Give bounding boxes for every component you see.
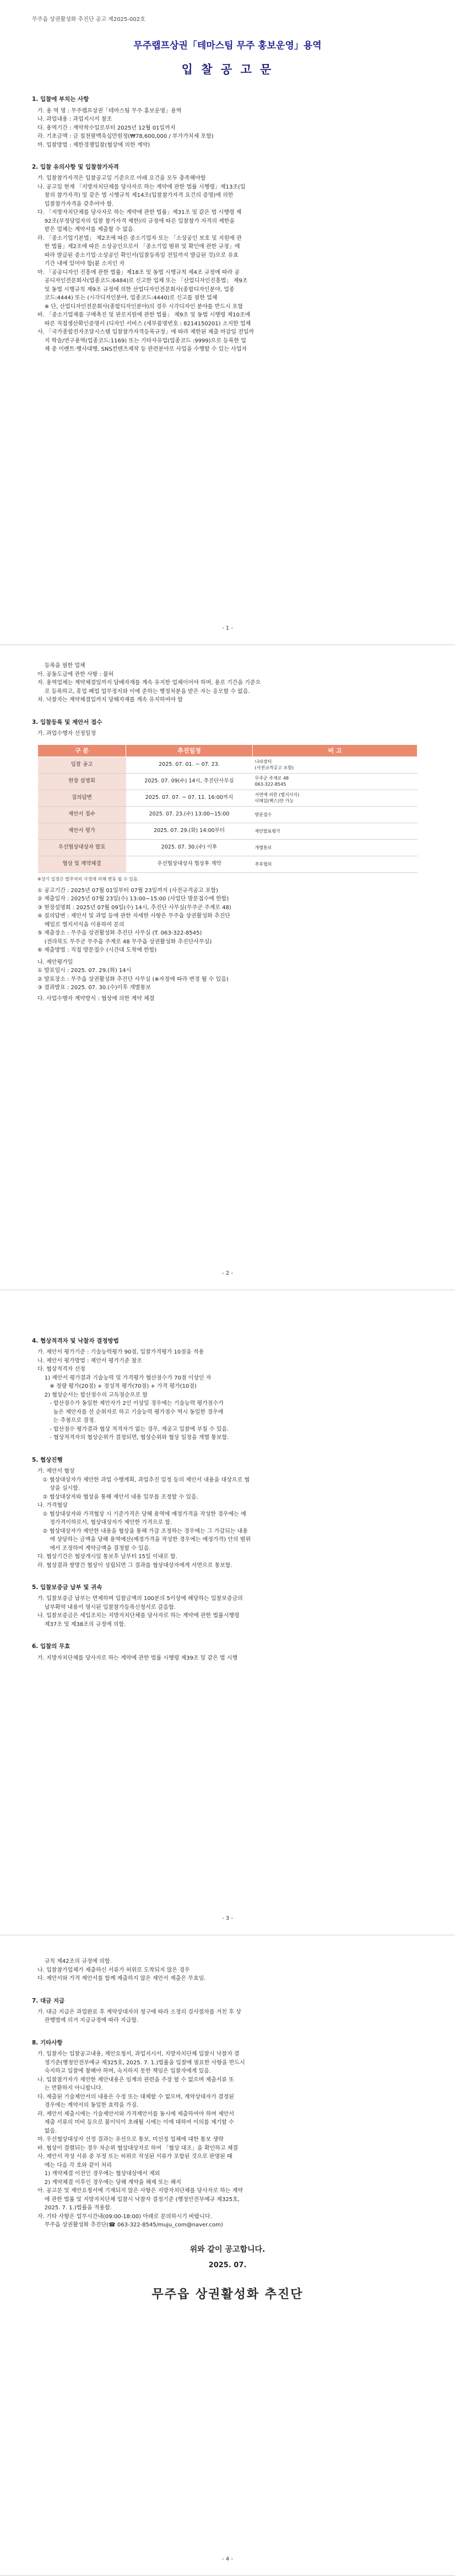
section-heading: 2. 입찰 유의사항 및 입찰참가자격 — [32, 164, 119, 171]
closing-statement: 위와 같이 공고합니다. — [189, 2245, 266, 2254]
list-item: 가. 입찰보증금 납부는 면제하며 입찰금액의 100분의 5이상에 해당하는 입찰보증금의 — [37, 1596, 243, 1602]
list-item: 가. 입찰참가자격은 입찰공고일 기준으로 아래 요건을 모두 충족해야함 — [37, 175, 206, 182]
list-item: 사. 「국가종합전자조달시스템 입찰참가자격등록규정」에 따라 제한된 제출 마감일 전일까 — [37, 329, 254, 336]
list-item: 규칙 제42조의 규정에 의함. — [37, 1958, 112, 1965]
list-item: 바. 협상이 결렬되는 경우 차순위 협상대상자로 하여 「협상 대조」을 확인하고 체결 — [37, 2145, 239, 2151]
project-title: 무주랩프상권「테마스팀 무주 홍보운영」용역 — [133, 40, 322, 51]
table-cell: 제안발표평가 — [253, 823, 418, 840]
table-cell: 제안서 평가 — [38, 823, 126, 840]
page-number: - 3 - — [222, 1915, 233, 1922]
list-item: 나. 과업내용 : 과업지시서 참조 — [37, 116, 112, 123]
table-cell: 입찰 공고 — [38, 757, 126, 774]
list-item: ① 협상대상자가 제안한 과업 수행계획, 과업추진 일정 등의 제안서 내용을 대상으로 협 — [37, 1477, 250, 1483]
list-item: 정기준(행정안전부예규 제325호, 2025. 7. 1.)법률을 입찰에 필요한 사항을 반드시 — [37, 2059, 245, 2066]
table-note: ※상기 일정은 발주처의 사정에 의해 변동 될 수 있음. — [37, 877, 139, 882]
list-item: 2) 협상순서는 합산점수의 고득점순으로 함 — [37, 1392, 148, 1398]
list-item: 마. 「공공디자인 진흥에 관한 법률」제18조 및 동법 시행규칙 제4조 규정에 따라 공 — [37, 269, 240, 276]
list-item: 아. 공동도급에 관한 사항 : 불허 — [37, 671, 114, 678]
list-item: 다. 협상적격자 선정 — [37, 1366, 85, 1373]
table-row — [38, 856, 418, 873]
list-item: 따라 발급된 중소기업·소상공인 확인서(입찰등록일 전일까지 발급된 것)으로 유효 — [37, 252, 239, 259]
list-item: ※ 단, 산업디자인전문회사(종합디자인분야)의 경우 시각디자인 분야를 반드시 포함 — [37, 303, 243, 310]
list-item: 입찰참가자격을 갖추어야 함. — [37, 201, 114, 207]
list-item: 가. 제안서 평가기준 : 기술능력평가 90점, 입찰가격평가 10점을 적용 — [37, 1349, 204, 1356]
list-item: ※ 정량 평가(20점) + 정성적 평가(70점) + 가격 평가(10점) — [37, 1383, 197, 1390]
list-item: 1) 제안서 평가결과 기술능력 및 가격평가 협산점수가 70점 이상인 자 — [37, 1375, 212, 1381]
list-item: 자. 기타 사항은 업무시간내(09:00-18:00) 아래로 문의하시기 바랍니다. — [37, 2213, 212, 2220]
list-item: 다. 제안서와 가격 제안서를 함께 제출하지 않은 제안서 제출은 무효임. — [37, 1976, 206, 1982]
list-item: ③ 현장설명회 : 2025년 07월 09일(수) 14시, 추진단 사무실(무주군 주계로 48) — [37, 904, 231, 911]
deposit-list — [32, 1595, 423, 1629]
document-page-1 — [0, 0, 455, 645]
negotiation-list — [32, 1467, 423, 1570]
notice-number: 무주읍 상권활성화 추진단 공고 제2025-002호 — [32, 17, 145, 23]
table-cell: 2025. 07. 01. ~ 07. 23. — [126, 757, 253, 774]
list-item: - 합산점수가 동일한 제안자가 2인 이상일 경우에는 기술능력 평가점수가 — [37, 1400, 224, 1407]
table-cell: 협상 및 계약체결 — [38, 856, 126, 873]
list-item: 한 법률」제2조에 따른 소상공인으로서 「중소기업 범위 및 확인에 관한 규정」에 — [37, 244, 240, 250]
table-cell: 현장 설명회 — [38, 774, 126, 790]
schedule-table — [37, 744, 418, 873]
list-item: 에 상당하는 금액을 당해 용역예산(예정가격을 작성한 경우에는 예정가격) 안의 범위 — [37, 1537, 251, 1543]
list-item: 가. 입찰자는 입찰공고내용, 제안요청서, 과업지시서, 지방자치단체 입찰시 낙찰자 결 — [37, 2051, 240, 2058]
list-item: 코드:4444) 또는 (시각디자인분야, 업종코드:4440)로 신고를 필한 업체 — [37, 295, 218, 302]
table-cell: 2025. 07. 30.(수) 이후 — [126, 840, 253, 856]
list-item: 받은 업체는 계약서를 제출할 수 없음. — [37, 227, 135, 233]
table-cell: 제안서 접수 — [38, 807, 126, 823]
section-heading: 6. 입찰의 무효 — [32, 1643, 71, 1650]
table-cell: 서면에 의한 (별지서식) 이메일(팩스)만 가능 — [253, 790, 418, 807]
list-item: ② 협상대상자가 제안한 내용을 협상을 통해 가감 조정하는 경우에는 그 가감되는 내용 — [37, 1528, 248, 1534]
table-row — [38, 840, 418, 856]
document-page-3 — [0, 1290, 455, 1935]
payment-list — [32, 2008, 423, 2025]
list-item: 상을 실시함. — [37, 1485, 80, 1492]
list-item: 다. 사업수행자 계약방식 : 협상에 의한 계약 체결 — [37, 995, 155, 1002]
list-item: 공디자인전문회사(업종코드:6484)로 신고한 업체 또는 「산업디자인진흥법」 제9조 — [37, 278, 248, 285]
list-item: ② 제출일자 : 2025년 07월 23일(수) 13:00~15:00 (사업단 방문접수에 한함) — [37, 896, 229, 903]
table-row — [38, 790, 418, 807]
list-item: 다. 협상기간은 협상개시일 통보후 날부터 15일 이내로 함. — [37, 1554, 177, 1560]
evaluation-list — [32, 967, 423, 992]
list-item: 가. 용 역 명 : 무주랩프상권「테마스팀 무주 홍보운영」용역 — [37, 108, 182, 114]
list-item: 나. 공고일 현재 「지방자치단체를 당사자로 하는 계약에 관한 법률 시행령」제13조(입 — [37, 184, 246, 190]
list-item: 등록을 필한 업체 — [37, 663, 85, 669]
issuing-organization: 무주읍 상권활성화 추진단 — [151, 2288, 304, 2302]
list-item: 다. 「지방자치단체를 당사자로 하는 계약에 관한 법률」제31조 및 같은 법 시행령 제 — [37, 210, 242, 216]
list-item — [37, 132, 423, 141]
list-item: 에서 조정하여 계약금액을 결정할 수 있음. — [37, 1545, 151, 1552]
list-item: - 합산점수 평가결과 협상 적격자가 없는 경우, 재공고 입찰에 부칠 수 있음. — [37, 1426, 229, 1432]
list-item: 나. 가격협상 — [37, 1502, 68, 1509]
list-item: 마. 입찰방법 : 제한경쟁입찰(협상에 의한 계약) — [37, 142, 150, 148]
invalid-list — [32, 1654, 423, 1663]
list-item: 나. 입찰참가자가 제안한 제안내용은 임계의 관련을 주장 할 수 없으며 제출서류 또 — [37, 2076, 234, 2083]
table-cell: 우선협상대상자 발표 — [38, 840, 126, 856]
table-cell: 방문접수 — [253, 807, 418, 823]
list-item: ⑤ 제출장소 : 무주읍 상권활성화 추진단 사무실 (T. 063-322-8545) — [37, 930, 202, 937]
list-item: ① 공고기간 : 2025년 07월 01일부터 07월 23일까지 (사전규격공고 포함) — [37, 887, 218, 894]
table-cell: 질의답변 — [38, 790, 126, 807]
section-heading: 5. 입찰보증금 납부 및 귀속 — [32, 1584, 102, 1591]
section-heading: 1. 입찰에 부치는 사항 — [32, 96, 89, 103]
list-item: 92조(부정당업자의 입찰 참가자격 제한)의 규정에 따른 입찰참가 자격의 제한을 — [37, 218, 235, 224]
list-item: 라. 제안서 제출시에는 기술제안서와 가격제안서를 동시에 제출하여야 하며 제안서 — [37, 2111, 235, 2117]
continued-list — [32, 662, 423, 705]
list-item: 제출 서류의 미비 등으로 불이익이 초래될 시에는 이에 대하여 이의를 제기할 수 — [37, 2119, 234, 2126]
list-item: 없음. — [37, 2128, 57, 2134]
page-number: - 2 - — [222, 1270, 233, 1276]
table-row — [38, 807, 418, 823]
list-item: ④ 질의답변 : 제안서 및 과업 등에 관한 자세한 사항은 무주읍 상권활성화 추진단 — [37, 913, 230, 920]
list-item: 사. 제안서 작성 서류 중 부정 또는 허위로 작성된 서류가 포함된 것으로 판명된 때 — [37, 2154, 232, 2160]
document-page-4 — [0, 1935, 455, 2576]
submission-list — [32, 887, 423, 955]
list-item: ③ 결과발표 : 2025. 07. 30.(수)이후 개별통보 — [37, 985, 151, 991]
list-item: 에 관한 법률 및 지방자치단체 입찰시 낙찰자 결정기준 (행정안전부예규 제325호, — [37, 2196, 240, 2203]
list-item: (전라북도 무주군 무주읍 주계로 48 무주읍 상권활성화 추진단사무실) — [37, 938, 212, 945]
list-item: 2025. 7. 1.)법률을 적용함. — [37, 2205, 112, 2212]
list-item: ① 발표일시 : 2025. 07. 29.(화) 14시 — [37, 968, 132, 974]
list-item: 관행법에 의거 지급규정에 따라 지급함. — [37, 2017, 139, 2024]
list-item: ② 발표장소 : 무주읍 상권활성화 추진단 사무실 (※자정에 따라 변경 될 수 있음) — [37, 976, 229, 983]
list-item: 라. 협상결과 쌍방간 협상이 성립되면 그 결과를 협상대상자에게 서면으로 통보함. — [37, 1562, 232, 1569]
list-item: 2) 계약체결 이후인 경우에는 당해 계약을 해제 또는 해지 — [37, 2179, 181, 2186]
table-cell: 추후협의 — [253, 856, 418, 873]
table-header: 구 분 — [38, 745, 126, 757]
list-item: 찰의 참가자격) 및 같은 법 시행규칙 제14조(입찰참가자격 요건의 증명)에 의한 — [37, 192, 234, 199]
table-cell: 우선협상대상자 협상후 계약 — [126, 856, 253, 873]
list-item: 마. 우선협상대상자 선정 결과는 유선으로 통보, 미선정 업체에 대한 통보 생략 — [37, 2137, 224, 2143]
list-item: 바. 「중소기업제품 구매촉진 및 판로지원에 관한 법률」 제9조 및 동법 시행령 제10조에 — [37, 312, 251, 319]
list-item: 메일로 별지서식을 이용하여 문의 — [37, 921, 124, 928]
list-item: 기간 내에 있어야 함(붙 소지인 자 — [37, 261, 125, 267]
document-title: 입 찰 공 고 문 — [181, 62, 274, 76]
list-item: 숙지하고 입찰에 참해야 하며, 숙지하지 못한 책임은 입찰자에게 있음. — [37, 2068, 211, 2075]
section-heading: 7. 대금 지급 — [32, 1997, 65, 2004]
continued-list — [32, 1957, 423, 1983]
list-item: 제37조 및 제38조의 규정에 의함. — [37, 1621, 126, 1628]
section-heading: 4. 협상적격자 및 낙찰자 결정방법 — [32, 1338, 119, 1344]
list-item: 및 동법 시행규칙 제9조 규정에 의한 산업디자인전문회사(종합디자인분야, 업종 — [37, 286, 235, 293]
table-cell: 2025. 07. 07. ~ 07. 11. 16:00까지 — [126, 790, 253, 807]
list-item: 체 중 이벤트·행사대행, SNS컨텐츠제작 등 관련분야로 사업을 수행할 수 있는 사업자 — [37, 346, 247, 353]
table-cell: 무주군 주계로 48 063-322-8545 — [253, 774, 418, 790]
list-item: 가. 대금 지급은 과업완료 후 계약상대자의 청구에 따라 소정의 검사절차를 거친 후 상 — [37, 2009, 241, 2015]
list-item: 는 반환하지 아니합니다. — [37, 2085, 103, 2092]
list-item: 가. 지방자치단체를 당사자로 하는 계약에 관한 법률 시행령 제39조 및 같은 법 시행 — [37, 1655, 238, 1661]
list-item: 경우에는 계약서의 동일한 효력을 가짐. — [37, 2102, 139, 2109]
list-item: ② 협상대상자와 협상을 통해 제안서 내용 일부를 조정할 수 있음. — [37, 1494, 198, 1500]
table-row — [38, 774, 418, 790]
list-item: 나. 입찰보증금은 세입조치는 지방자치단체를 당사자로 하는 계약에 관한 법률시행령 — [37, 1613, 240, 1619]
list-item: 따른 직접생산확인증명서 (디자인 서비스 (세부품명번호 : 8214150201) 소지한 업체 — [37, 320, 251, 327]
table-cell: 개별통보 — [253, 840, 418, 856]
page-number: - 4 - — [222, 2556, 233, 2562]
list-item: 납부확약 내용이 명시된 입찰참가등록신청서로 갈음함. — [37, 1604, 176, 1611]
table-cell: 2025. 07. 09(수) 14시, 추진단사무실 — [126, 774, 253, 790]
misc-list — [32, 2050, 423, 2230]
list-item: 다. 제출된 기술제안서의 내용은 수정 또는 대체할 수 없으며, 계약상대자가 결정된 — [37, 2094, 234, 2100]
section-heading: 8. 기타사항 — [32, 2039, 63, 2046]
notice-date: 2025. 07. — [208, 2261, 247, 2270]
table-row — [38, 757, 418, 774]
list-item: 다. 용역기간 : 계약착수일로부터 2025년 12월 01일까지 — [37, 125, 176, 131]
table-header: 비 고 — [253, 745, 418, 757]
list-item: 무주읍 상권활성화 추진단(☎ 063-322-8545/muju_com@naver.com) — [37, 2222, 223, 2229]
table-header: 추진일정 — [126, 745, 253, 757]
list-item: 정가격이하로서, 협상대상자가 제안한 가격으로 함. — [37, 1520, 172, 1526]
table-cell: 2025. 07. 29.(화) 14:00부터 — [126, 823, 253, 840]
list-item: 는 추첨으로 결정. — [37, 1418, 96, 1424]
section-heading: 5. 협상진행 — [32, 1456, 63, 1463]
list-item: 자. 용역업체는 계약체결일까지 담배자재를 계속 유지한 업체이어야 하며, 용로 기간을 기준으 — [37, 680, 261, 686]
list-item: 가. 제안서 협상 — [37, 1468, 75, 1475]
base-amount-label: 라. 기초금액 : 금 칠천팔백육십만원정(₩78,600,000 / 부가가치세 포함) — [37, 133, 214, 140]
table-cell: 나라장터 (사전규격공고 포함) — [253, 757, 418, 774]
list-item: 로 등록하고, 휴업 폐업 업무정지와 이에 준하는 행정처분을 받은 자는 응모할 수 없음. — [37, 688, 250, 695]
list-item: ① 협상대상자와 가격협상 시 기준가격은 당해 용역에 예정가격을 작성한 경우에는 예 — [37, 1511, 246, 1517]
list-item: - 협상적격자의 협상순위가 결정되면, 협상순위와 협상 일정을 개별 통보함. — [37, 1435, 229, 1441]
subsection-heading: 나. 제안평가일 — [37, 959, 73, 965]
list-item: 라. 「중소기업기본법」 제2조에 따른 중소기업자 또는 「소상공인 보호 및 지원에 관 — [37, 235, 242, 242]
list-item: 1) 계약체결 이전인 경우에는 협상대상에서 제외 — [37, 2171, 160, 2177]
eligibility-list — [32, 174, 423, 354]
list-item: 높은 제안자를 선 순위자로 하고 기술능력 평가점수 역시 동일한 경우에 — [37, 1409, 224, 1415]
list-item: 아. 공고문 및 제안요청서에 기재되지 않은 사항은 지방자치단체를 당사자로 하는 계약 — [37, 2188, 243, 2194]
list-item: ⑥ 제출방법 : 직접 방문접수 (시간대 도착에 한함) — [37, 947, 157, 954]
page-number: - 1 - — [222, 625, 233, 631]
list-item: 에는 다음 각 호와 같이 처리 — [37, 2162, 112, 2169]
list-item: 나. 입찰참가업체가 제출하신 서류가 허위로 도착되지 않은 경우 — [37, 1967, 190, 1973]
subsection-heading: 가. 과업수행자 선정일정 — [37, 730, 96, 737]
list-item: 지 학술/연구용역(업종코드:1169) 또는 기타자유업(업종코드 :9999)으로 등록한 업 — [37, 337, 246, 344]
document-page-2 — [0, 645, 455, 1290]
list-item: 차. 낙찰자는 계약체결일까지 당해자재를 계속 유지하여야 함 — [37, 697, 183, 703]
table-cell: 2025. 07. 23.(수) 13:00~15:00 — [126, 807, 253, 823]
selection-list — [32, 1348, 423, 1442]
list-item: 나. 제안서 평가방법 : 제안서 평가기준 참조 — [37, 1357, 142, 1364]
section-heading: 3. 입찰등록 및 제안서 접수 — [32, 718, 102, 726]
table-row — [38, 823, 418, 840]
